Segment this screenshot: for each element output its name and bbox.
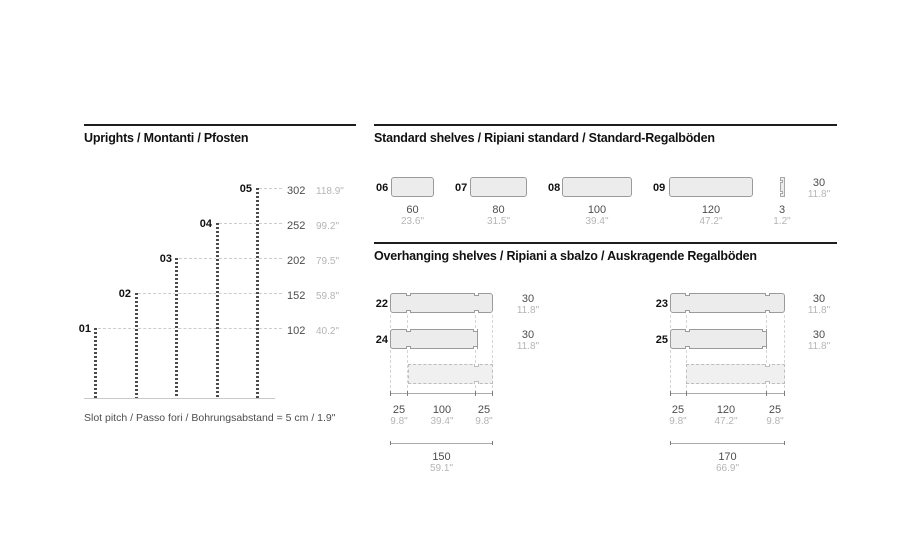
total-dims <box>670 451 785 475</box>
dim-tick <box>492 441 493 445</box>
shelf-25-depth <box>805 329 833 353</box>
upright-notch <box>685 310 690 313</box>
inch-value: 59.1" <box>429 463 453 474</box>
leader-line-04 <box>219 223 282 224</box>
inch-value: 11.8" <box>516 341 540 352</box>
dim-tick <box>784 391 785 396</box>
profile-thickness-dims <box>769 204 795 228</box>
upright-notch <box>474 293 479 296</box>
shelf-id-23: 23 <box>655 298 668 310</box>
shelf-ghost-position <box>686 364 785 384</box>
upright-measure-202 <box>287 251 339 269</box>
cm-value: 25 <box>671 404 685 416</box>
profile-notch-bottom <box>780 191 783 194</box>
segment-dims <box>412 404 472 428</box>
dim-tick <box>766 391 767 396</box>
upright-notch <box>685 346 690 349</box>
shelf-22 <box>390 293 493 313</box>
cm-value: 150 <box>432 451 451 463</box>
cm-value: 302 <box>287 185 306 197</box>
upright-notch <box>473 329 478 332</box>
upright-measure-102 <box>287 321 339 339</box>
inch-value: 59.8" <box>316 291 340 302</box>
leader-line-03 <box>179 258 282 259</box>
shelf-24-depth <box>514 329 542 353</box>
shelf-08-dims <box>552 204 642 228</box>
cm-value: 25 <box>392 404 406 416</box>
inch-value: 11.8" <box>516 305 540 316</box>
upright-notch <box>765 364 770 367</box>
shelf-22-depth <box>514 293 542 317</box>
shelf-id-24: 24 <box>375 334 388 346</box>
shelf-side-profile <box>780 177 785 197</box>
total-dims <box>390 451 493 475</box>
dim-tick <box>686 391 687 396</box>
upright-notch <box>685 329 690 332</box>
inch-value: 23.6" <box>400 216 424 227</box>
cm-value: 60 <box>406 204 419 216</box>
segment-dims <box>386 404 412 428</box>
inch-value: 9.8" <box>390 416 408 427</box>
cm-value: 30 <box>521 293 535 305</box>
upright-notch <box>685 293 690 296</box>
cm-value: 30 <box>812 177 826 189</box>
upright-notch <box>406 310 411 313</box>
upright-post-01 <box>94 328 97 398</box>
overhanging-shelves-title: Overhanging shelves / Ripiani a sbalzo / Auskragende Regalböden <box>374 249 757 263</box>
upright-post-04 <box>216 223 219 398</box>
upright-notch <box>474 310 479 313</box>
shelf-24 <box>390 329 478 349</box>
profile-notch-top <box>780 180 783 183</box>
cm-value: 252 <box>287 220 306 232</box>
upright-notch <box>762 329 767 332</box>
cm-value: 30 <box>521 329 535 341</box>
standard-shelves-divider <box>374 124 837 126</box>
cm-value: 120 <box>701 204 721 216</box>
total-dim-line <box>670 443 785 444</box>
upright-notch <box>474 364 479 367</box>
shelf-06-dims <box>381 204 444 228</box>
inch-value: 118.9" <box>316 186 344 197</box>
inch-value: 47.2" <box>699 216 723 227</box>
cm-value: 30 <box>812 329 826 341</box>
cm-value: 30 <box>812 293 826 305</box>
dim-tick <box>492 391 493 396</box>
upright-measure-305 <box>287 181 344 199</box>
slot-pitch-caption: Slot pitch / Passo fori / Bohrungsabstand = 5 cm / 1.9" <box>84 412 336 424</box>
dim-tick <box>784 441 785 445</box>
segment-dims <box>471 404 497 428</box>
dim-tick <box>407 391 408 396</box>
total-dim-line <box>390 443 493 444</box>
upright-notch <box>765 293 770 296</box>
shelf-id-06: 06 <box>376 182 389 194</box>
leader-line-01 <box>98 328 282 329</box>
cm-value: 25 <box>477 404 491 416</box>
segment-dims <box>665 404 691 428</box>
shelf-23-depth <box>805 293 833 317</box>
shelf-07-dims <box>460 204 537 228</box>
upright-notch <box>406 293 411 296</box>
guide-line <box>670 315 671 393</box>
shelf-09-dims <box>659 204 763 228</box>
dim-tick <box>670 391 671 396</box>
inch-value: 11.8" <box>807 341 831 352</box>
inch-value: 79.5" <box>316 256 340 267</box>
shelf-ghost-position <box>408 364 493 384</box>
inch-value: 9.8" <box>766 416 784 427</box>
upright-post-05 <box>256 188 259 398</box>
inch-value: 39.4" <box>585 216 609 227</box>
cm-value: 25 <box>768 404 782 416</box>
shelf-id-07: 07 <box>455 182 468 194</box>
dim-tick <box>475 391 476 396</box>
dim-tick <box>390 391 391 396</box>
segment-dims <box>696 404 756 428</box>
uprights-title: Uprights / Montanti / Pfosten <box>84 131 249 145</box>
inch-value: 39.4" <box>430 416 454 427</box>
upright-id-05: 05 <box>239 183 252 195</box>
dim-tick <box>670 441 671 445</box>
shelf-09 <box>669 177 753 197</box>
upright-notch <box>474 381 479 384</box>
shelf-25 <box>670 329 767 349</box>
upright-id-04: 04 <box>199 218 212 230</box>
upright-id-03: 03 <box>159 253 172 265</box>
shelf-07 <box>470 177 527 197</box>
cm-value: 120 <box>716 404 736 416</box>
cm-value: 80 <box>492 204 505 216</box>
inch-value: 40.2" <box>316 326 340 337</box>
cm-value: 152 <box>287 290 306 302</box>
shelf-06 <box>391 177 434 197</box>
floor-baseline <box>84 398 275 399</box>
upright-id-01: 01 <box>78 323 91 335</box>
upright-id-02: 02 <box>118 288 131 300</box>
inch-value: 66.9" <box>715 463 739 474</box>
inch-value: 47.2" <box>714 416 738 427</box>
upright-notch <box>765 381 770 384</box>
leader-line-02 <box>138 293 282 294</box>
standard-shelves-title: Standard shelves / Ripiani standard / Standard-Regalböden <box>374 131 715 145</box>
upright-post-02 <box>135 293 138 398</box>
cm-value: 102 <box>287 325 306 337</box>
upright-notch <box>762 346 767 349</box>
upright-measure-252 <box>287 216 339 234</box>
inch-value: 99.2" <box>316 221 340 232</box>
upright-measure-152 <box>287 286 339 304</box>
inch-value: 1.2" <box>773 216 791 227</box>
inch-value: 31.5" <box>486 216 510 227</box>
cm-value: 202 <box>287 255 306 267</box>
upright-notch <box>473 346 478 349</box>
profile-depth-dims <box>805 177 833 201</box>
shelf-id-22: 22 <box>375 298 388 310</box>
upright-notch <box>406 329 411 332</box>
cm-value: 170 <box>718 451 737 463</box>
shelf-id-08: 08 <box>548 182 561 194</box>
segment-dims <box>762 404 788 428</box>
shelf-23 <box>670 293 785 313</box>
cm-value: 100 <box>587 204 607 216</box>
segment-dim-line <box>390 393 493 394</box>
overhanging-shelves-divider <box>374 242 837 244</box>
inch-value: 9.8" <box>475 416 493 427</box>
cm-value: 100 <box>432 404 452 416</box>
inch-value: 11.8" <box>807 305 831 316</box>
leader-line-05 <box>259 188 282 189</box>
inch-value: 9.8" <box>669 416 687 427</box>
upright-post-03 <box>175 258 178 398</box>
inch-value: 11.8" <box>807 189 831 200</box>
upright-notch <box>406 346 411 349</box>
cm-value: 3 <box>778 204 786 216</box>
segment-dim-line <box>670 393 785 394</box>
shelf-08 <box>562 177 632 197</box>
upright-notch <box>765 310 770 313</box>
shelf-id-25: 25 <box>655 334 668 346</box>
uprights-divider <box>84 124 356 126</box>
dim-tick <box>390 441 391 445</box>
shelf-id-09: 09 <box>653 182 666 194</box>
guide-line <box>390 315 391 393</box>
